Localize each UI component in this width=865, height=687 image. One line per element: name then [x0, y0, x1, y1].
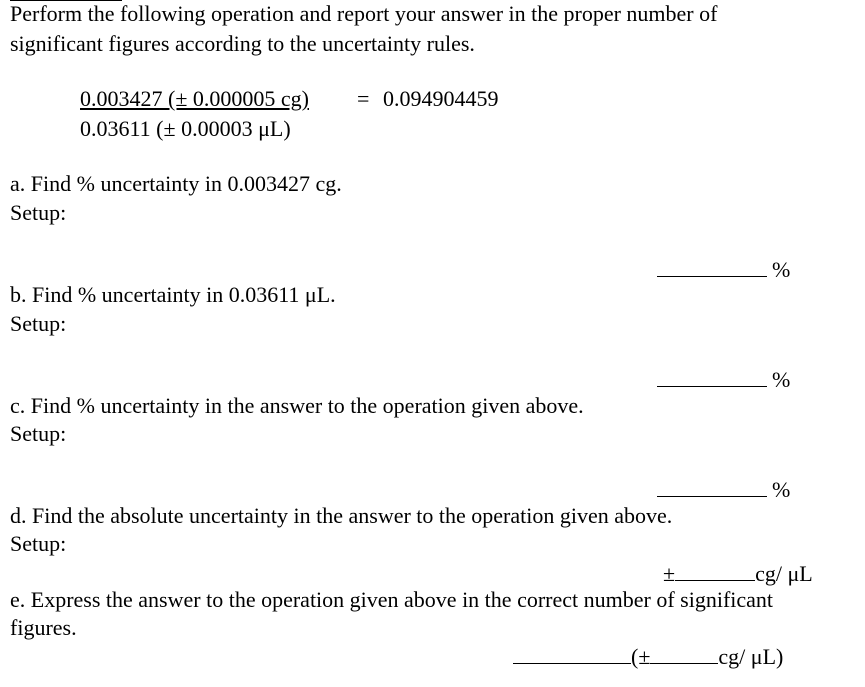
answer-a-blank[interactable] [657, 258, 767, 277]
question-a-prompt: a. Find % uncertainty in 0.003427 cg. [10, 171, 342, 196]
answer-c-unit: % [772, 477, 791, 502]
answer-b-unit: % [772, 367, 791, 392]
answer-e-unit: cg/ μL) [718, 644, 784, 669]
answer-d-blank[interactable] [675, 562, 755, 581]
operation-denominator: 0.03611 (± 0.00003 μL) [80, 116, 291, 141]
answer-d-pm: ± [663, 561, 676, 586]
operation-result: 0.094904459 [383, 86, 499, 111]
question-a-setup: Setup: [10, 200, 67, 225]
question-c-prompt: c. Find % uncertainty in the answer to the operation given above. [10, 393, 584, 418]
intro-line-2: significant figures according to the uncertainty rules. [10, 31, 475, 56]
answer-b-line[interactable] [657, 368, 790, 391]
operation-equals: = [357, 86, 370, 111]
operation-numerator: 0.003427 (± 0.000005 cg) [80, 86, 309, 111]
intro-line-1: Perform the following operation and report your answer in the proper number of [10, 1, 718, 26]
question-d-setup: Setup: [10, 531, 67, 556]
answer-c-blank[interactable] [657, 478, 767, 497]
question-c-setup: Setup: [10, 421, 67, 446]
answer-e-line[interactable] [513, 645, 783, 668]
answer-d-line[interactable] [663, 562, 813, 585]
answer-d-unit: cg/ μL [755, 561, 813, 586]
question-d-prompt: d. Find the absolute uncertainty in the answer to the operation given above. [10, 503, 673, 528]
answer-e-uncertainty-blank[interactable] [650, 645, 718, 664]
question-e-prompt-line-1: e. Express the answer to the operation given above in the correct number of significant [10, 587, 774, 612]
question-b-setup: Setup: [10, 311, 67, 336]
answer-a-line[interactable] [657, 258, 790, 281]
answer-c-line[interactable] [657, 478, 790, 501]
answer-a-unit: % [772, 257, 791, 282]
answer-b-blank[interactable] [657, 368, 767, 387]
answer-e-open: (± [631, 644, 651, 669]
question-e-prompt-line-2: figures. [10, 615, 77, 640]
answer-e-value-blank[interactable] [513, 645, 631, 664]
question-b-prompt: b. Find % uncertainty in 0.03611 μL. [10, 282, 336, 307]
